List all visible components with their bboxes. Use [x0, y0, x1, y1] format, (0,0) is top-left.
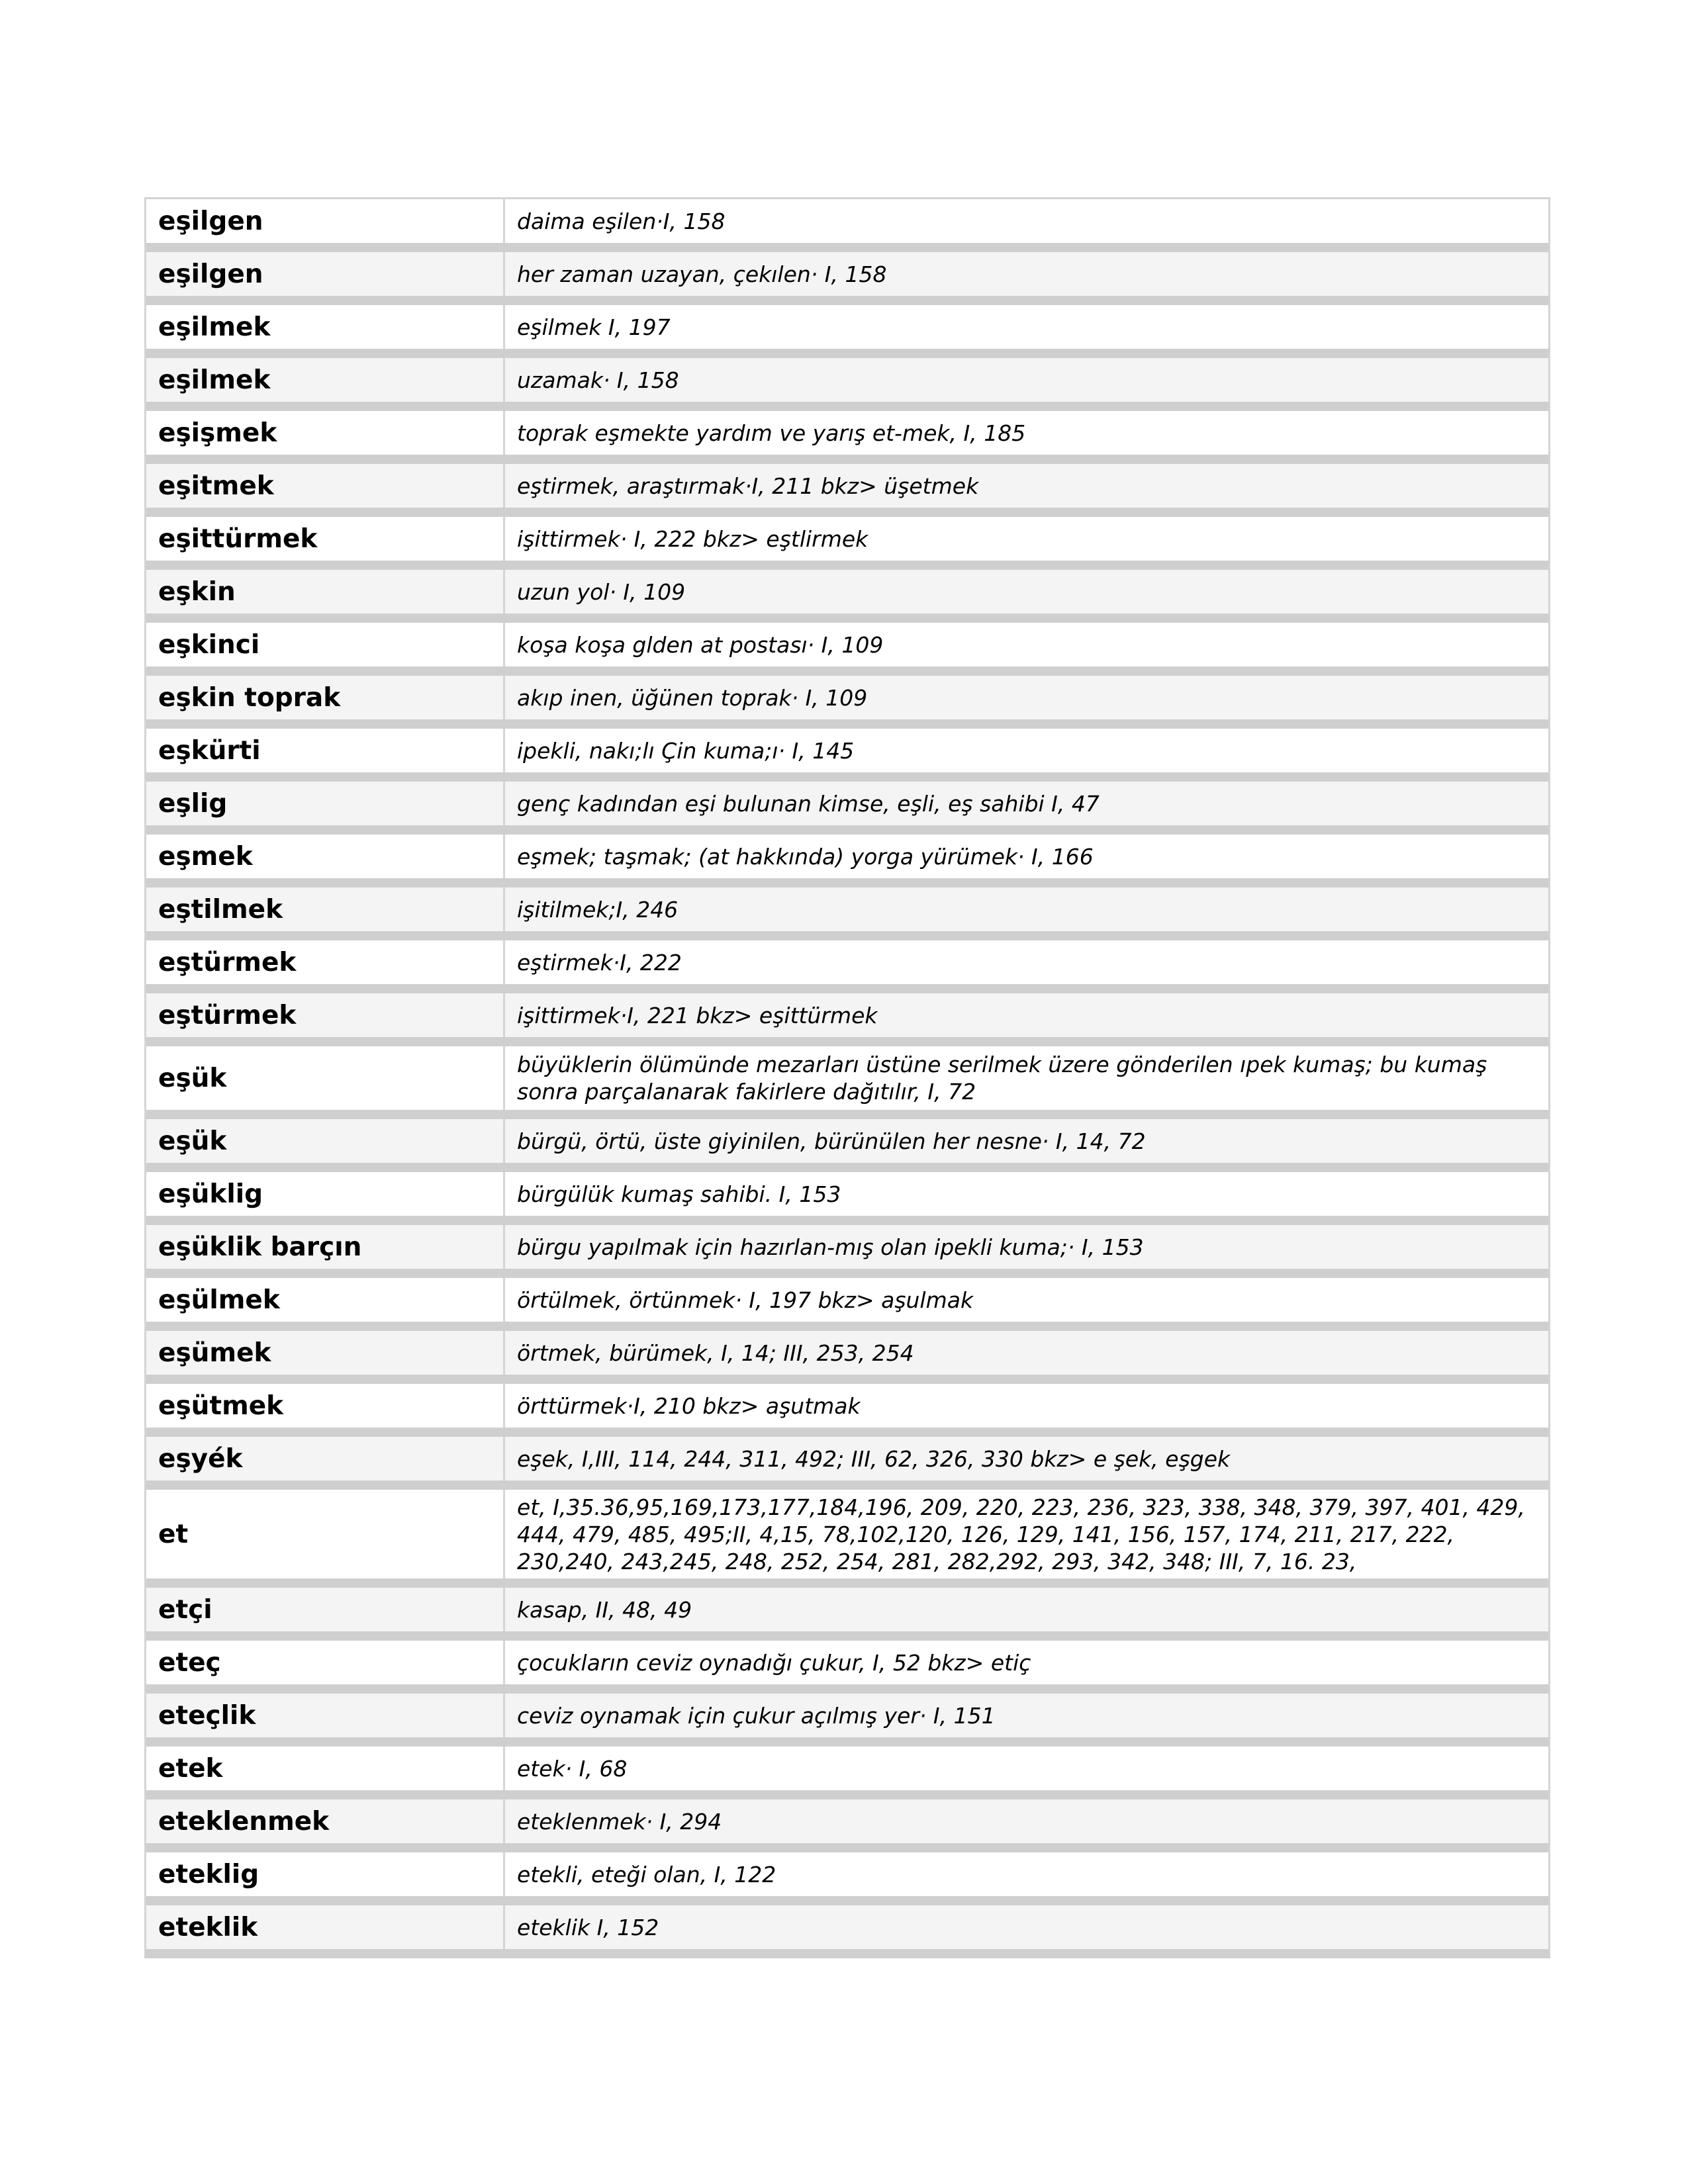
entry-row [146, 464, 1548, 517]
entry-row [146, 1225, 1548, 1278]
entry-word: eşük [146, 1046, 505, 1110]
entry-row [146, 993, 1548, 1046]
entry-definition: koşa koşa glden at postası· I, 109 [517, 631, 884, 658]
entry-definition: uzun yol· I, 109 [517, 578, 686, 605]
entry-definition: büyüklerin ölümünde mezarları üstüne serilmek üzere gönderilen ıpek kumaş; bu kumaş sonra parçalanarak fakirlere dağıtılır, I, 72 [517, 1052, 1487, 1105]
entry-word: eşüklig [146, 1172, 505, 1216]
entry-row [146, 411, 1548, 464]
entry-definition: kasap, II, 48, 49 [517, 1596, 692, 1623]
entry-definition: örttürmek·I, 210 bkz> aşutmak [517, 1392, 861, 1419]
entry-definition: işittirmek·I, 221 bkz> eşittürmek [517, 1002, 878, 1028]
entry-row [146, 1119, 1548, 1172]
entry-definition: akıp inen, üğünen toprak· I, 109 [517, 684, 868, 711]
entry-word: eteklenmek [146, 1799, 505, 1843]
entry-definition: daima eşilen·I, 158 [517, 208, 726, 234]
entry-word: eşülmek [146, 1278, 505, 1322]
entry-row [146, 358, 1548, 411]
dictionary-table [144, 197, 1550, 1958]
entry-definition: eşilmek I, 197 [517, 314, 671, 340]
entry-word: eteklig [146, 1852, 505, 1896]
entry-word: eşütmek [146, 1384, 505, 1428]
entry-word: eşitmek [146, 464, 505, 508]
entry-definition: bürgü, örtü, üste giyinilen, bürünülen her nesne· I, 14, 72 [517, 1128, 1146, 1154]
entry-word: eşilgen [146, 252, 505, 296]
entry-definition: toprak eşmekte yardım ve yarış et-mek, I, 185 [517, 420, 1026, 446]
entry-definition: uzamak· I, 158 [517, 367, 679, 393]
entry-row [146, 729, 1548, 782]
entry-word: eşişmek [146, 411, 505, 455]
entry-definition: genç kadından eşi bulunan kimse, eşli, eş sahibi I, 47 [517, 790, 1100, 817]
entry-row [146, 835, 1548, 887]
entry-word: etek [146, 1747, 505, 1790]
entry-word: eşilmek [146, 305, 505, 349]
entry-row [146, 1490, 1548, 1588]
entry-row [146, 1747, 1548, 1799]
entry-word: eştürmek [146, 940, 505, 984]
entry-definition: her zaman uzayan, çekılen· I, 158 [517, 261, 887, 287]
entry-row [146, 570, 1548, 623]
entry-word: et [146, 1490, 505, 1578]
entry-row [146, 623, 1548, 676]
entry-definition: örtülmek, örtünmek· I, 197 bkz> aşulmak [517, 1287, 974, 1313]
entry-definition: eştirmek·I, 222 [517, 949, 682, 976]
entry-word: eşilgen [146, 199, 505, 243]
entry-word: eşük [146, 1119, 505, 1163]
entry-definition: işitilmek;I, 246 [517, 896, 679, 923]
entry-row [146, 1588, 1548, 1641]
entry-row [146, 1172, 1548, 1225]
entry-row [146, 1905, 1548, 1949]
entry-row [146, 1278, 1548, 1331]
entry-word: eteklik [146, 1905, 505, 1949]
entry-row [146, 305, 1548, 358]
entry-definition: eşek, I,III, 114, 244, 311, 492; III, 62, 326, 330 bkz> e şek, eşgek [517, 1445, 1231, 1472]
entry-row [146, 1437, 1548, 1490]
entry-definition: bürgu yapılmak için hazırlan-mış olan ipekli kuma;· I, 153 [517, 1234, 1144, 1260]
entry-row [146, 1852, 1548, 1905]
entry-definition: eteklik I, 152 [517, 1914, 659, 1940]
entry-word: etçi [146, 1588, 505, 1631]
entry-row [146, 1331, 1548, 1384]
entry-row [146, 782, 1548, 835]
entry-definition: işittirmek· I, 222 bkz> eştlirmek [517, 525, 868, 552]
entry-word: eşmek [146, 835, 505, 878]
entry-row [146, 887, 1548, 940]
entry-row [146, 1384, 1548, 1437]
entry-definition: eştirmek, araştırmak·I, 211 bkz> üşetmek [517, 473, 979, 499]
entry-row [146, 1694, 1548, 1747]
entry-definition: etek· I, 68 [517, 1755, 628, 1782]
entry-word: eşlig [146, 782, 505, 825]
entry-word: eşilmek [146, 358, 505, 402]
entry-row [146, 1641, 1548, 1694]
entry-word: eşüklik barçın [146, 1225, 505, 1269]
entry-word: eteç [146, 1641, 505, 1684]
entry-row [146, 252, 1548, 305]
entry-word: eşkin toprak [146, 676, 505, 719]
entry-word: eşkin [146, 570, 505, 614]
entry-definition: eşmek; taşmak; (at hakkında) yorga yürümek· I, 166 [517, 843, 1094, 870]
entry-definition: eteklenmek· I, 294 [517, 1808, 722, 1835]
entry-word: eşittürmek [146, 517, 505, 561]
entry-word: eşyék [146, 1437, 505, 1480]
entry-word: eştürmek [146, 993, 505, 1037]
entry-word: eşkinci [146, 623, 505, 666]
entry-row [146, 199, 1548, 252]
entry-row [146, 940, 1548, 993]
entry-definition: ipekli, nakı;lı Çin kuma;ı· I, 145 [517, 737, 855, 764]
entry-word: eştilmek [146, 887, 505, 931]
entry-definition: çocukların ceviz oynadığı çukur, I, 52 bkz> etiç [517, 1649, 1031, 1676]
entry-word: eşümek [146, 1331, 505, 1375]
entry-definition: etekli, eteği olan, I, 122 [517, 1861, 776, 1888]
entry-row [146, 676, 1548, 729]
entry-definition: bürgülük kumaş sahibi. I, 153 [517, 1181, 841, 1207]
entry-word: eteçlik [146, 1694, 505, 1737]
entry-definition: örtmek, bürümek, I, 14; III, 253, 254 [517, 1340, 914, 1366]
entry-definition: et, I,35.36,95,169,173,177,184,196, 209, 220, 223, 236, 323, 338, 348, 379, 397, 401, 429, 444, 479, 485, 495;II, 4,15, 78,102,120, 126, 129, 141, 156, 157, 174, 211, 217, 222, 230,240, 243,245, 248, 252, 254, 281, 282,292, 293, 342, 348; III, 7, 16. 23, [517, 1494, 1525, 1574]
entry-definition: ceviz oynamak için çukur açılmış yer· I, 151 [517, 1702, 996, 1729]
entry-word: eşkürti [146, 729, 505, 772]
entry-row [146, 1046, 1548, 1119]
entry-row [146, 1799, 1548, 1852]
entry-row [146, 517, 1548, 570]
